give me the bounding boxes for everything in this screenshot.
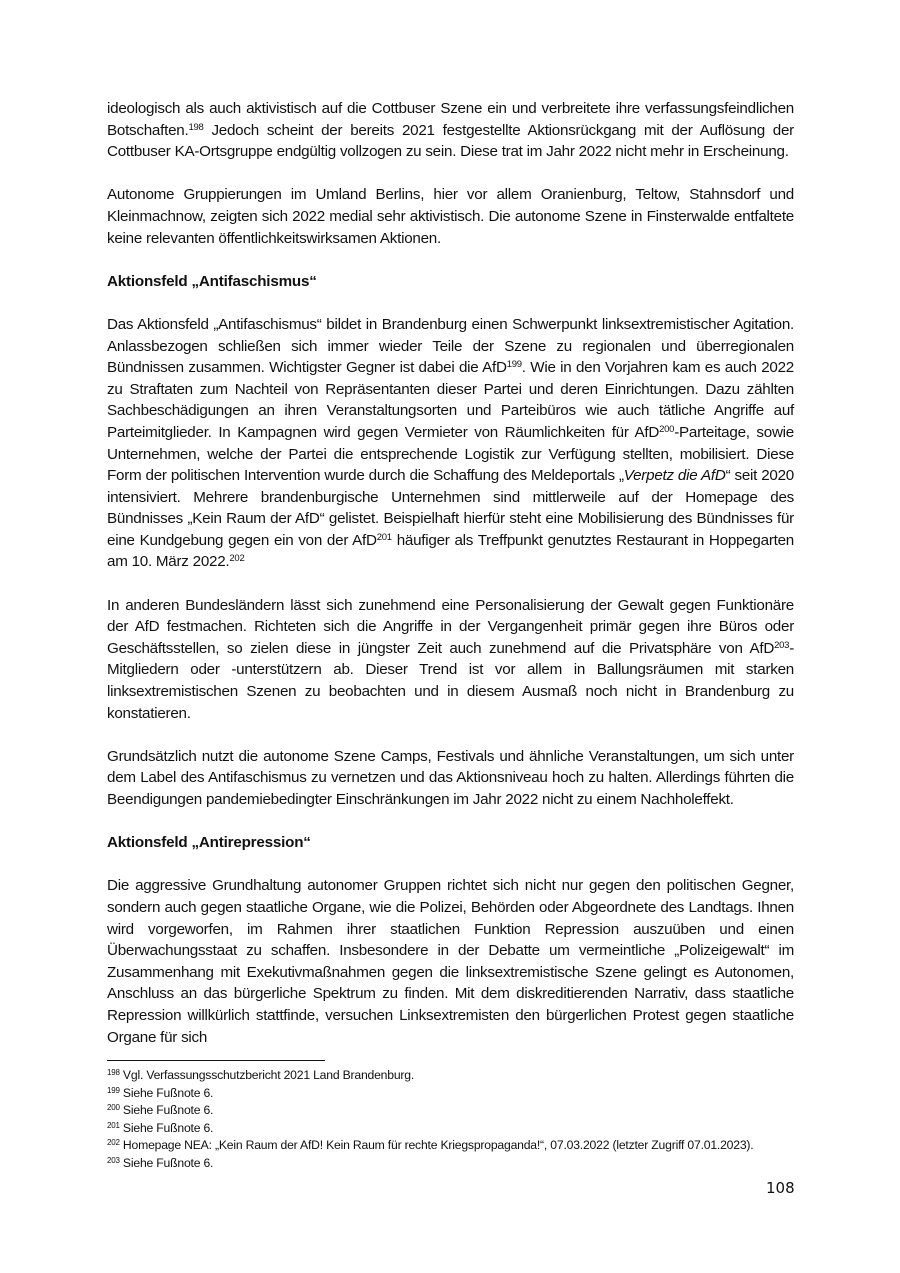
footnote-198: $^{198}$ Vgl. Verfassungsschutzbericht 2021 Land Brandenburg. [107, 1068, 415, 1082]
footnote-divider [107, 1060, 325, 1061]
footnote-203: $^{203}$ Siehe Fußnote 6. [107, 1155, 214, 1170]
footnotes [107, 1060, 807, 1173]
footnote-ref-201[interactable]: 201 [376, 531, 392, 543]
paragraph-umland-berlin: Autonome Gruppierungen im Umland Berlins, hier vor allem Oranienburg, Teltow, Stahnsdorf und Kleinmachnow, zeigten sich 2022 medial sehr aktivistisch. Die autonome Szene in Finsterwalde entfaltete keine relevanten öffentlichkeitswirksamen Aktionen. [107, 186, 794, 247]
footnote-ref-203[interactable]: 203 [774, 639, 790, 651]
footnote-200: $^{200}$ Siehe Fußnote 6. [107, 1103, 214, 1118]
paragraph-personalisierung: In anderen Bundesländern lässt sich zunehmend eine Personalisierung der Gewalt gegen Funktionäre der AfD festmachen. Richteten sich die Angriffe in der Vergangenheit primär gegen ihre Büros oder Geschäftsstellen, so zielen diese in jüngster Zeit auch zunehmend auf die Privatsphäre von AfD$^{203}$-Mitgliedern oder -unterstützern ab. Dieser Trend ist vor allem in Ballungsräumen mit starken linksextremistischen Szenen zu beobachten und in diesem Ausmaß noch nicht in Brandenburg zu konstatieren. [107, 596, 794, 722]
footnote-ref-199[interactable]: 199 [506, 359, 522, 371]
portal-name: Verpetz die AfD [623, 467, 726, 485]
paragraph-cottbus: ideologisch als auch aktivistisch auf die Cottbuser Szene ein und verbreitete ihre verfassungsfeindlichen Botschaften.$^{198}$ Jedoch scheint der bereits 2021 festgestellte Aktionsrückgang mit der Auflösung der Cottbuser KA-Ortsgruppe endgültig vollzogen zu sein. Diese trat im Jahr 2022 nicht mehr in Erscheinung. [107, 100, 794, 161]
footnote-199: $^{199}$ Siehe Fußnote 6. [107, 1085, 214, 1100]
footnote-ref-200[interactable]: 200 [659, 423, 675, 435]
footnote-ref-198[interactable]: 198 [188, 121, 204, 133]
section-heading-antifaschismus: Aktionsfeld „Antifaschismus“ [107, 272, 317, 290]
footnote-201: $^{201}$ Siehe Fußnote 6. [107, 1120, 214, 1135]
footnote-202: $^{202}$ Homepage NEA: „Kein Raum der AfD! Kein Raum für rechte Kriegspropaganda!“, 07.03.2022 (letzter Zugriff 07.01.2023). [107, 1138, 754, 1153]
page-number: 108 [766, 1179, 795, 1197]
paragraph-antirepression: Die aggressive Grundhaltung autonomer Gruppen richtet sich nicht nur gegen den politischen Gegner, sondern auch gegen staatliche Organe, wie die Polizei, Behörden oder Abgeordnete des Landtags. Ihnen wird vorgeworfen, im Rahmen ihrer staatlichen Funktion Repression auszuüben und einen Überwachungsstaat zu schaffen. Insbesondere in der Debatte um vermeintliche „Polizeigewalt“ im Zusammenhang mit Exekutivmaßnahmen gegen die linksextremistische Szene gelingt es Autonomen, Anschluss an das bürgerliche Spektrum zu finden. Mit dem diskreditierenden Narrativ, dass staatliche Repression willkürlich stattfinde, versuchen Linksextremisten den bürgerlichen Protest gegen staatliche Organe für sich [107, 877, 794, 1046]
paragraph-antifaschismus: Das Aktionsfeld „Antifaschismus“ bildet in Brandenburg einen Schwerpunkt linksextremistischer Agitation. Anlassbezogen schließen sich immer wieder Teile der Szene zu regionalen und überregionalen Bündnissen zusammen. Wichtigster Gegner ist dabei die AfD$^{199}$. Wie in den Vorjahren kam es auch 2022 zu Straftaten zum Nachteil von Repräsentanten dieser Partei und deren Einrichtungen. Dazu zählten Sachbeschädigungen an ihren Veranstaltungsorten und Parteibüros wie auch tätliche Angriffe auf Parteimitglieder. In Kampagnen wird gegen Vermieter von Räumlichkeiten für AfD$^{200}$-Parteitage, sowie Unternehmen, welche der Partei die entsprechende Logistik zur Verfügung stellten, mobilisiert. Diese Form der politischen Intervention wurde durch die Schaffung des Meldeportals „Verpetz die AfD“ seit 2020 intensiviert. Mehrere brandenburgische Unternehmen sind mittlerweile auf der Homepage des Bündnisses „Kein Raum der AfD“ gelistet. Beispielhaft hierfür steht eine Mobilisierung des Bündnisses für eine Kundgebung gegen ein von der AfD$^{201}$ häufiger als Treffpunkt genutztes Restaurant in Hoppegarten am 10. März 2022.$^{202}$ [107, 315, 795, 571]
section-heading-antirepression: Aktionsfeld „Antirepression“ [107, 834, 311, 852]
page-body [107, 98, 794, 1070]
paragraph-camps-festivals: Grundsätzlich nutzt die autonome Szene Camps, Festivals und ähnliche Veranstaltungen, um sich unter dem Label des Antifaschismus zu vernetzen und das Aktionsniveau hoch zu halten. Allerdings führten die Beendigungen pandemiebedingter Einschränkungen im Jahr 2022 nicht zu einem Nachholeffekt. [107, 747, 794, 808]
footnote-ref-202[interactable]: 202 [229, 553, 245, 565]
